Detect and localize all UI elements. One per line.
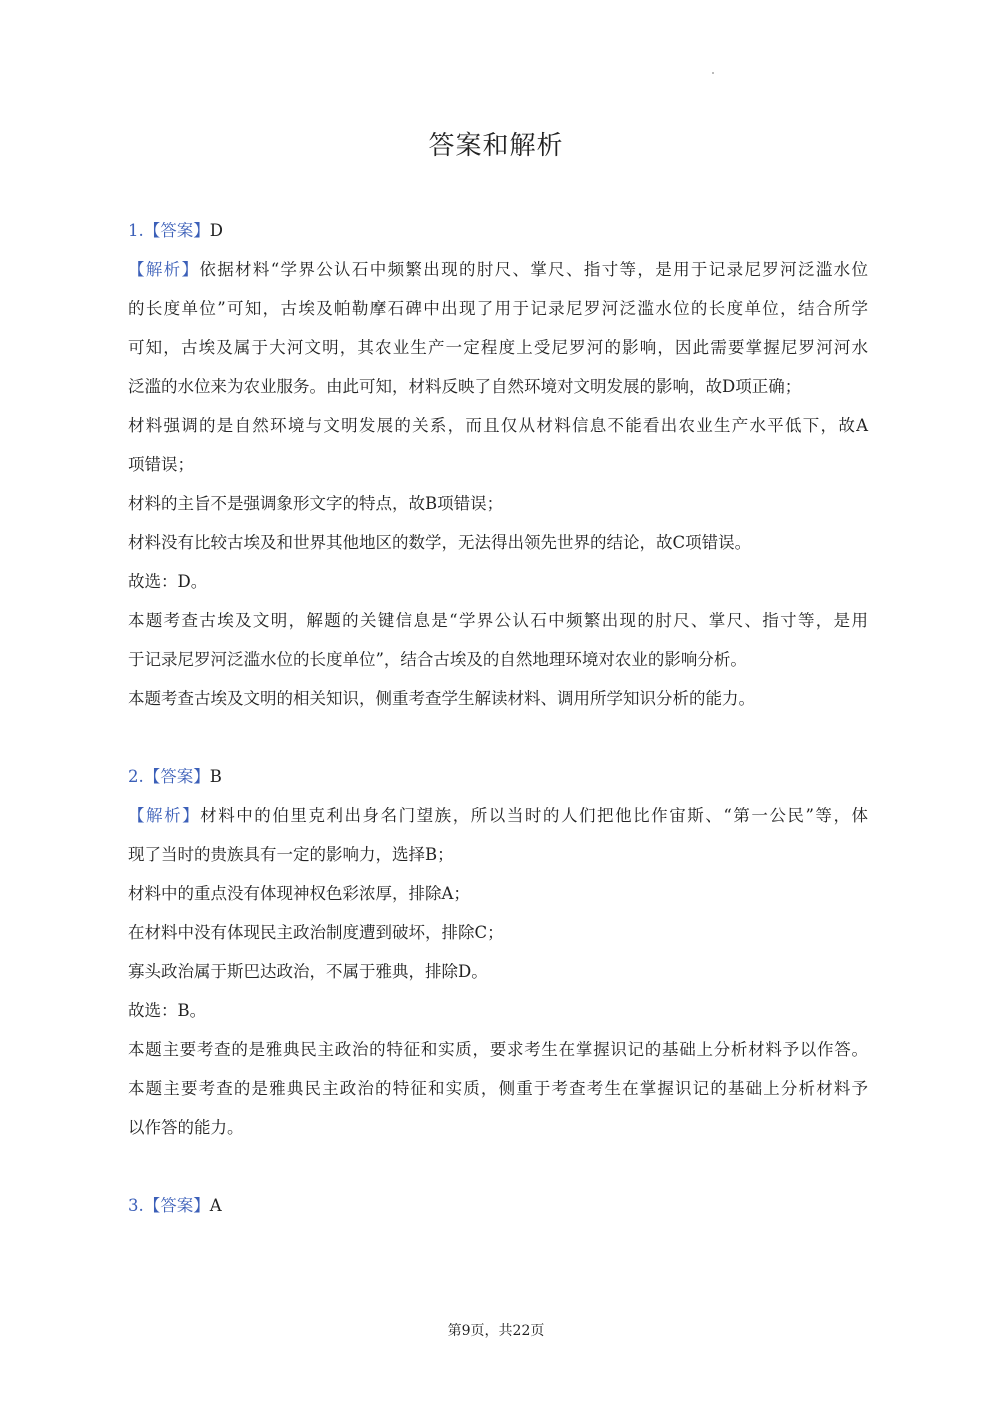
- question-number: 1.: [128, 221, 144, 240]
- analysis-line: 寡头政治属于斯巴达政治，不属于雅典，排除D。: [128, 962, 488, 981]
- question-2: [128, 757, 868, 1147]
- answer-line: [128, 211, 868, 250]
- page-footer: 第9页，共22页: [447, 1323, 545, 1339]
- answer-line: [128, 757, 868, 796]
- analysis-line: 的长度单位”可知，古埃及帕勒摩石碑中出现了用于记录尼罗河泛滥水位的长度单位，结合所学: [128, 299, 868, 318]
- analysis-line: 可知，古埃及属于大河文明，其农业生产一定程度上受尼罗河的影响，因此需要掌握尼罗河河水: [128, 338, 868, 357]
- answers-content: [128, 211, 868, 1264]
- answer-value: B: [209, 767, 222, 786]
- analysis-line: 本题考查古埃及文明的相关知识，侧重考查学生解读材料、调用所学知识分析的能力。: [128, 689, 755, 708]
- answer-tag: 【答案】: [143, 221, 210, 240]
- answer-tag: 【答案】: [143, 1196, 210, 1215]
- analysis-line: 材料的主旨不是强调象形文字的特点，故B项错误；: [128, 494, 504, 513]
- analysis-line: 本题主要考查的是雅典民主政治的特征和实质，侧重于考查考生在掌握识记的基础上分析材料予: [128, 1079, 868, 1098]
- analysis-line: 在材料中没有体现民主政治制度遭到破坏，排除C；: [128, 923, 504, 942]
- answer-value: A: [209, 1196, 222, 1215]
- answer-value: D: [209, 221, 223, 240]
- analysis-line: 【解析】依据材料“学界公认石中频繁出现的肘尺、掌尺、指寸等，是用于记录尼罗河泛滥水位: [128, 260, 869, 279]
- analysis-line: 材料强调的是自然环境与文明发展的关系，而且仅从材料信息不能看出农业生产水平低下，故A: [128, 416, 868, 435]
- analysis-line: 本题考查古埃及文明，解题的关键信息是“学界公认石中频繁出现的肘尺、掌尺、指寸等，是用: [128, 611, 868, 630]
- question-3: [128, 1186, 868, 1225]
- analysis-line: 于记录尼罗河泛滥水位的长度单位”，结合古埃及的自然地理环境对农业的影响分析。: [128, 650, 747, 669]
- answer-tag: 【答案】: [143, 767, 210, 786]
- analysis-line: 故选：D。: [128, 572, 208, 591]
- scan-dot: [712, 72, 714, 74]
- analysis-line: 以作答的能力。: [128, 1118, 244, 1137]
- answer-line: [128, 1186, 868, 1225]
- analysis-line: 材料没有比较古埃及和世界其他地区的数学，无法得出领先世界的结论，故C项错误。: [128, 533, 752, 552]
- question-1: [128, 211, 868, 718]
- analysis-line: 本题主要考查的是雅典民主政治的特征和实质，要求考生在掌握识记的基础上分析材料予以作答。: [128, 1040, 868, 1059]
- analysis-line: 项错误；: [128, 455, 194, 474]
- question-number: 2.: [128, 767, 144, 786]
- analysis-tag: 【解析】: [128, 260, 200, 279]
- analysis-tag: 【解析】: [128, 806, 201, 825]
- analysis-line: 现了当时的贵族具有一定的影响力，选择B；: [128, 845, 454, 864]
- analysis-line: 材料中的重点没有体现神权色彩浓厚，排除A；: [128, 884, 470, 903]
- analysis-line: 故选：B。: [128, 1001, 207, 1020]
- page-title: 答案和解析: [428, 131, 564, 161]
- analysis-line: 泛滥的水位来为农业服务。由此可知，材料反映了自然环境对文明发展的影响，故D项正确；: [128, 377, 802, 396]
- analysis-line: 【解析】材料中的伯里克利出身名门望族，所以当时的人们把他比作宙斯、“第一公民”等，体: [128, 806, 869, 825]
- question-number: 3.: [128, 1196, 144, 1215]
